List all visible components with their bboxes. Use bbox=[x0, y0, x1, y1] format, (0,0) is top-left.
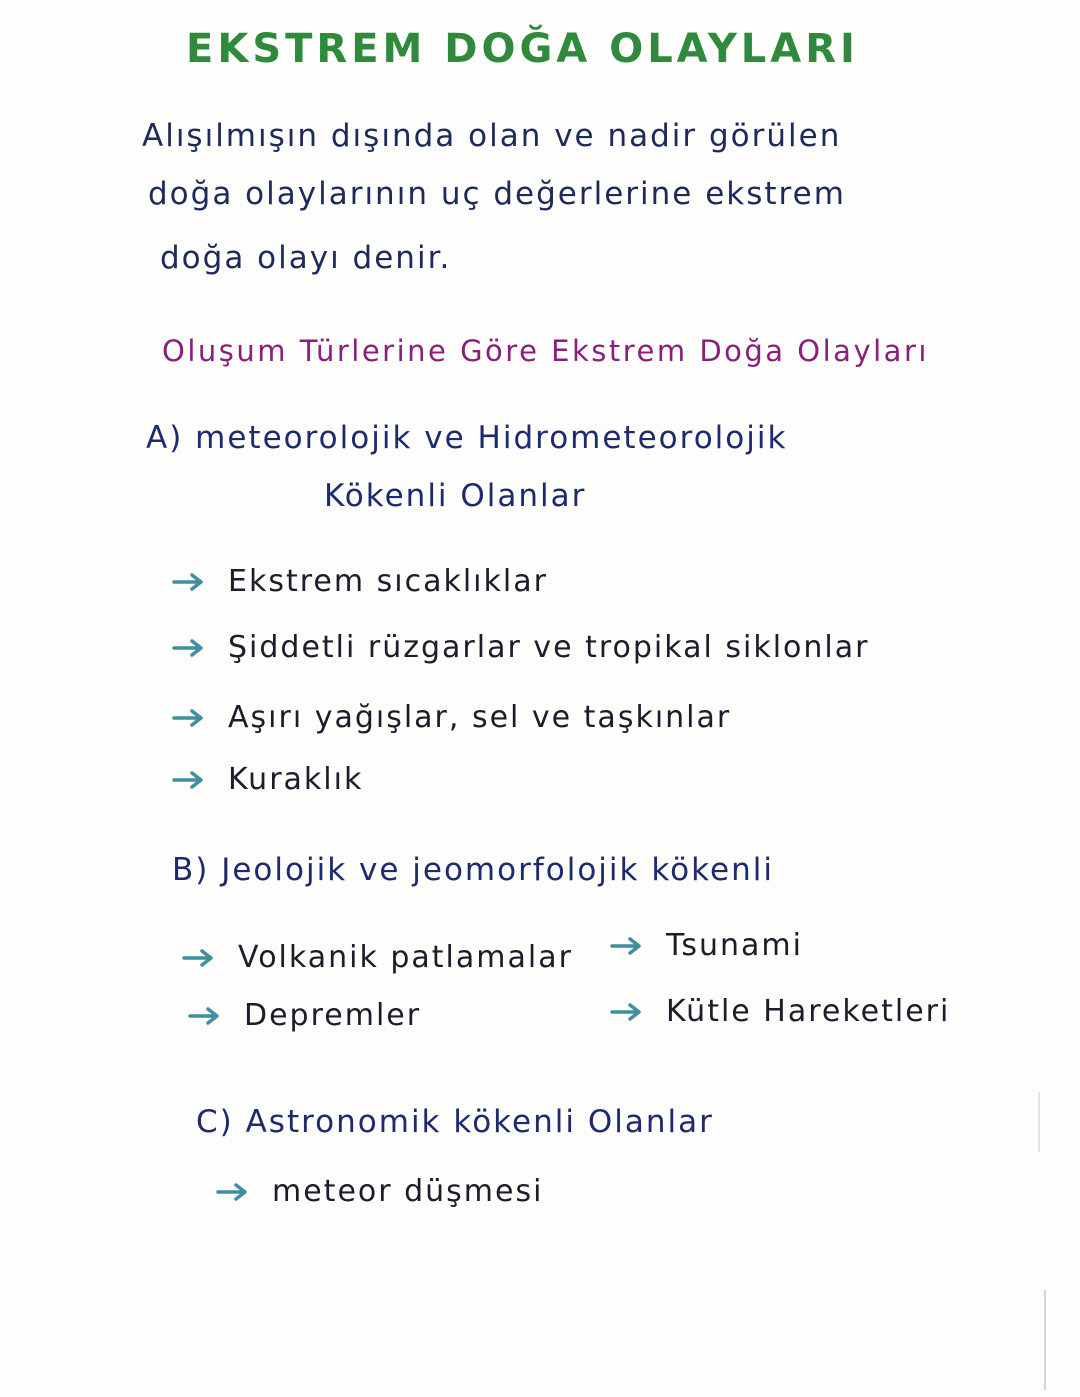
list-item bbox=[170, 630, 869, 665]
arrow-right-icon bbox=[180, 943, 220, 973]
list-item bbox=[170, 564, 548, 599]
list-item bbox=[608, 928, 803, 963]
list-item bbox=[186, 998, 421, 1033]
page-title: EKSTREM DOĞA OLAYLARI bbox=[186, 26, 859, 72]
list-item-label: Ekstrem sıcaklıklar bbox=[228, 564, 548, 599]
list-item-label: Tsunami bbox=[666, 928, 803, 963]
list-item-label: Kuraklık bbox=[228, 762, 364, 797]
list-item bbox=[608, 994, 950, 1029]
list-item-label: Volkanik patlamalar bbox=[238, 940, 573, 975]
list-item-label: meteor düşmesi bbox=[272, 1174, 544, 1209]
list-item-label: Kütle Hareketleri bbox=[666, 994, 951, 1029]
page-edge-mark bbox=[1038, 1092, 1040, 1152]
section-a-heading: A) meteorolojik ve Hidrometeorolojik bbox=[146, 420, 788, 456]
list-item bbox=[170, 762, 363, 797]
list-item bbox=[214, 1174, 543, 1209]
arrow-right-icon bbox=[186, 1001, 226, 1031]
definition-line-3: doğa olayı denir. bbox=[160, 240, 452, 276]
arrow-right-icon bbox=[170, 765, 210, 795]
list-item-label: Aşırı yağışlar, sel ve taşkınlar bbox=[228, 700, 732, 735]
section-subtitle: Oluşum Türlerine Göre Ekstrem Doğa Olayları bbox=[162, 334, 929, 368]
arrow-right-icon bbox=[170, 703, 210, 733]
definition-line-1: Alışılmışın dışında olan ve nadir görülen bbox=[142, 118, 842, 154]
list-item-label: Şiddetli rüzgarlar ve tropikal siklonlar bbox=[228, 630, 870, 665]
page-edge-rule bbox=[1044, 1290, 1046, 1390]
section-b-heading: B) Jeolojik ve jeomorfolojik kökenli bbox=[172, 852, 774, 888]
list-item bbox=[170, 700, 731, 735]
section-c-heading: C) Astronomik kökenli Olanlar bbox=[196, 1104, 714, 1140]
arrow-right-icon bbox=[214, 1177, 254, 1207]
list-item-label: Depremler bbox=[244, 998, 422, 1033]
arrow-right-icon bbox=[608, 997, 648, 1027]
definition-line-2: doğa olaylarının uç değerlerine ekstrem bbox=[148, 176, 846, 212]
arrow-right-icon bbox=[170, 633, 210, 663]
arrow-right-icon bbox=[608, 931, 648, 961]
list-item bbox=[180, 940, 573, 975]
section-a-heading-cont: Kökenli Olanlar bbox=[324, 478, 587, 514]
arrow-right-icon bbox=[170, 567, 210, 597]
